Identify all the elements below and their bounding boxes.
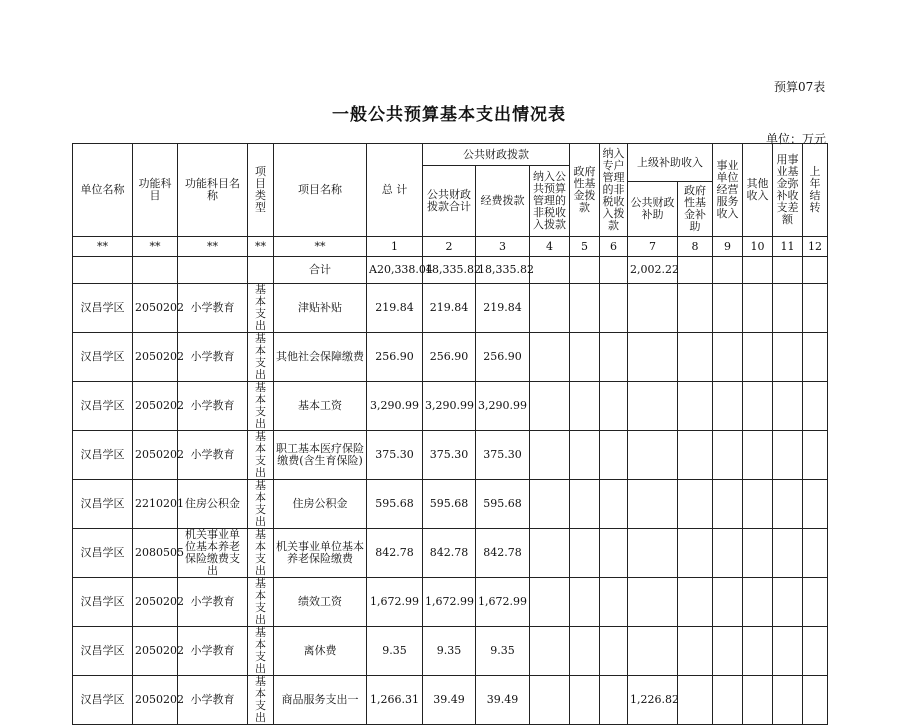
sup-fiscal-cell [628, 333, 678, 382]
total-funding-amount: 18,335.82 [476, 257, 530, 284]
unit-name-cell: 汉昌学区 [73, 284, 133, 333]
total-cell: 595.68 [367, 480, 423, 529]
proj-type-cell: 基本支出 [248, 431, 274, 480]
pf-total-cell: 1,672.99 [423, 578, 476, 627]
func-name-cell: 小学教育 [178, 627, 248, 676]
unit-name-cell: 汉昌学区 [73, 480, 133, 529]
func-name-cell: 小学教育 [178, 578, 248, 627]
proj-name-cell: 津贴补贴 [274, 284, 367, 333]
header-pf-total: 公共财政拨款合计 [423, 166, 476, 237]
pf-total-cell: 3,290.99 [423, 382, 476, 431]
header-special-non-tax: 纳入专户管理的非税收入拨款 [600, 144, 628, 237]
pf-total-cell: 9.35 [423, 627, 476, 676]
total-cell: 3,290.99 [367, 382, 423, 431]
header-total: 总 计 [367, 144, 423, 237]
table-row [73, 382, 828, 431]
header-proj-type: 项目类型 [248, 144, 274, 237]
total-amount: A20,338.04 [367, 257, 423, 284]
header-carryover: 上年结转 [803, 144, 828, 237]
proj-name-cell: 其他社会保障缴费 [274, 333, 367, 382]
proj-type-cell: 基本支出 [248, 333, 274, 382]
col-number: 3 [476, 237, 530, 257]
proj-name-cell: 离休费 [274, 627, 367, 676]
func-code-cell: 2050202 [133, 578, 178, 627]
col-number: 1 [367, 237, 423, 257]
mark-cell: ** [73, 237, 133, 257]
func-name-cell: 小学教育 [178, 676, 248, 725]
col-number: 11 [773, 237, 803, 257]
sup-fiscal-cell [628, 529, 678, 578]
page-title: 一般公共预算基本支出情况表 [332, 105, 566, 125]
col-number: 7 [628, 237, 678, 257]
func-code-cell: 2050202 [133, 627, 178, 676]
total-label: 合计 [274, 257, 367, 284]
col-number: 10 [743, 237, 773, 257]
table-row [73, 529, 828, 578]
total-cell: 375.30 [367, 431, 423, 480]
funding-cell: 595.68 [476, 480, 530, 529]
total-cell: 256.90 [367, 333, 423, 382]
col-number: 4 [530, 237, 570, 257]
proj-type-cell: 基本支出 [248, 382, 274, 431]
total-cell: 1,672.99 [367, 578, 423, 627]
header-proj-name: 项目名称 [274, 144, 367, 237]
funding-cell: 9.35 [476, 627, 530, 676]
col-number: 9 [713, 237, 743, 257]
data-rows [73, 284, 828, 725]
proj-name-cell: 基本工资 [274, 382, 367, 431]
funding-cell: 219.84 [476, 284, 530, 333]
header-non-tax: 纳入公共预算管理的非税收入拨款 [530, 166, 570, 237]
proj-name-cell: 机关事业单位基本养老保险缴费 [274, 529, 367, 578]
proj-type-cell: 基本支出 [248, 284, 274, 333]
total-cell: 842.78 [367, 529, 423, 578]
header-sup-fiscal: 公共财政补助 [628, 182, 678, 237]
func-name-cell: 住房公积金 [178, 480, 248, 529]
unit-label: 单位：万元 [766, 132, 827, 146]
col-number: 6 [600, 237, 628, 257]
pf-total-cell: 842.78 [423, 529, 476, 578]
proj-type-cell: 基本支出 [248, 676, 274, 725]
pf-total-cell: 256.90 [423, 333, 476, 382]
header-row-1 [73, 144, 828, 166]
table-row [73, 480, 828, 529]
header-func-name: 功能科目名称 [178, 144, 248, 237]
proj-type-cell: 基本支出 [248, 627, 274, 676]
func-code-cell: 2050202 [133, 284, 178, 333]
sup-fiscal-cell [628, 382, 678, 431]
unit-name-cell: 汉昌学区 [73, 627, 133, 676]
func-code-cell: 2050202 [133, 431, 178, 480]
col-number: 8 [678, 237, 713, 257]
pf-total-cell: 39.49 [423, 676, 476, 725]
sup-fiscal-cell [628, 431, 678, 480]
funding-cell: 39.49 [476, 676, 530, 725]
col-number: 12 [803, 237, 828, 257]
func-code-cell: 2210201 [133, 480, 178, 529]
header-func-code: 功能科目 [133, 144, 178, 237]
sup-fiscal-cell: 1,226.82 [628, 676, 678, 725]
total-pf-amount: 18,335.82 [423, 257, 476, 284]
header-balance: 用事业基金弥补收支差额 [773, 144, 803, 237]
col-number: 2 [423, 237, 476, 257]
table-row [73, 578, 828, 627]
total-cell: 9.35 [367, 627, 423, 676]
header-gov-fund: 政府性基金拨款 [570, 144, 600, 237]
total-cell: 1,266.31 [367, 676, 423, 725]
func-code-cell: 2050202 [133, 333, 178, 382]
total-sup-fiscal-amount: 2,002.22 [628, 257, 678, 284]
proj-type-cell: 基本支出 [248, 480, 274, 529]
table-number: 预算07表 [774, 80, 826, 94]
func-code-cell: 2050202 [133, 382, 178, 431]
header-funding: 经费拨款 [476, 166, 530, 237]
func-name-cell: 小学教育 [178, 333, 248, 382]
table-row [73, 676, 828, 725]
pf-total-cell: 375.30 [423, 431, 476, 480]
proj-type-cell: 基本支出 [248, 529, 274, 578]
unit-name-cell: 汉昌学区 [73, 333, 133, 382]
sup-fiscal-cell [628, 284, 678, 333]
proj-type-cell: 基本支出 [248, 578, 274, 627]
func-code-cell: 2080505 [133, 529, 178, 578]
func-name-cell: 小学教育 [178, 382, 248, 431]
func-name-cell: 机关事业单位基本养老保险缴费支出 [178, 529, 248, 578]
budget-table [72, 143, 828, 725]
table-row [73, 627, 828, 676]
funding-cell: 256.90 [476, 333, 530, 382]
funding-cell: 3,290.99 [476, 382, 530, 431]
total-cell: 219.84 [367, 284, 423, 333]
table-row [73, 431, 828, 480]
pf-total-cell: 595.68 [423, 480, 476, 529]
mark-cell: ** [178, 237, 248, 257]
mark-cell: ** [248, 237, 274, 257]
unit-name-cell: 汉昌学区 [73, 578, 133, 627]
funding-cell: 842.78 [476, 529, 530, 578]
unit-name-cell: 汉昌学区 [73, 529, 133, 578]
header-operation: 事业单位经营服务收入 [713, 144, 743, 237]
sup-fiscal-cell [628, 627, 678, 676]
header-unit-name: 单位名称 [73, 144, 133, 237]
func-name-cell: 小学教育 [178, 431, 248, 480]
column-number-row [73, 237, 828, 257]
unit-name-cell: 汉昌学区 [73, 431, 133, 480]
sup-fiscal-cell [628, 480, 678, 529]
proj-name-cell: 绩效工资 [274, 578, 367, 627]
mark-cell: ** [133, 237, 178, 257]
proj-name-cell: 住房公积金 [274, 480, 367, 529]
unit-name-cell: 汉昌学区 [73, 676, 133, 725]
header-other-income: 其他收入 [743, 144, 773, 237]
header-sup-gov-fund: 政府性基金补助 [678, 182, 713, 237]
col-number: 5 [570, 237, 600, 257]
func-code-cell: 2050202 [133, 676, 178, 725]
sup-fiscal-cell [628, 578, 678, 627]
total-row [73, 257, 828, 284]
func-name-cell: 小学教育 [178, 284, 248, 333]
header-superior: 上级补助收入 [628, 144, 713, 182]
pf-total-cell: 219.84 [423, 284, 476, 333]
funding-cell: 1,672.99 [476, 578, 530, 627]
funding-cell: 375.30 [476, 431, 530, 480]
unit-name-cell: 汉昌学区 [73, 382, 133, 431]
table-row [73, 333, 828, 382]
header-public-fiscal: 公共财政拨款 [423, 144, 570, 166]
proj-name-cell: 职工基本医疗保险缴费(含生育保险) [274, 431, 367, 480]
proj-name-cell: 商品服务支出一 [274, 676, 367, 725]
table-row [73, 284, 828, 333]
mark-cell: ** [274, 237, 367, 257]
